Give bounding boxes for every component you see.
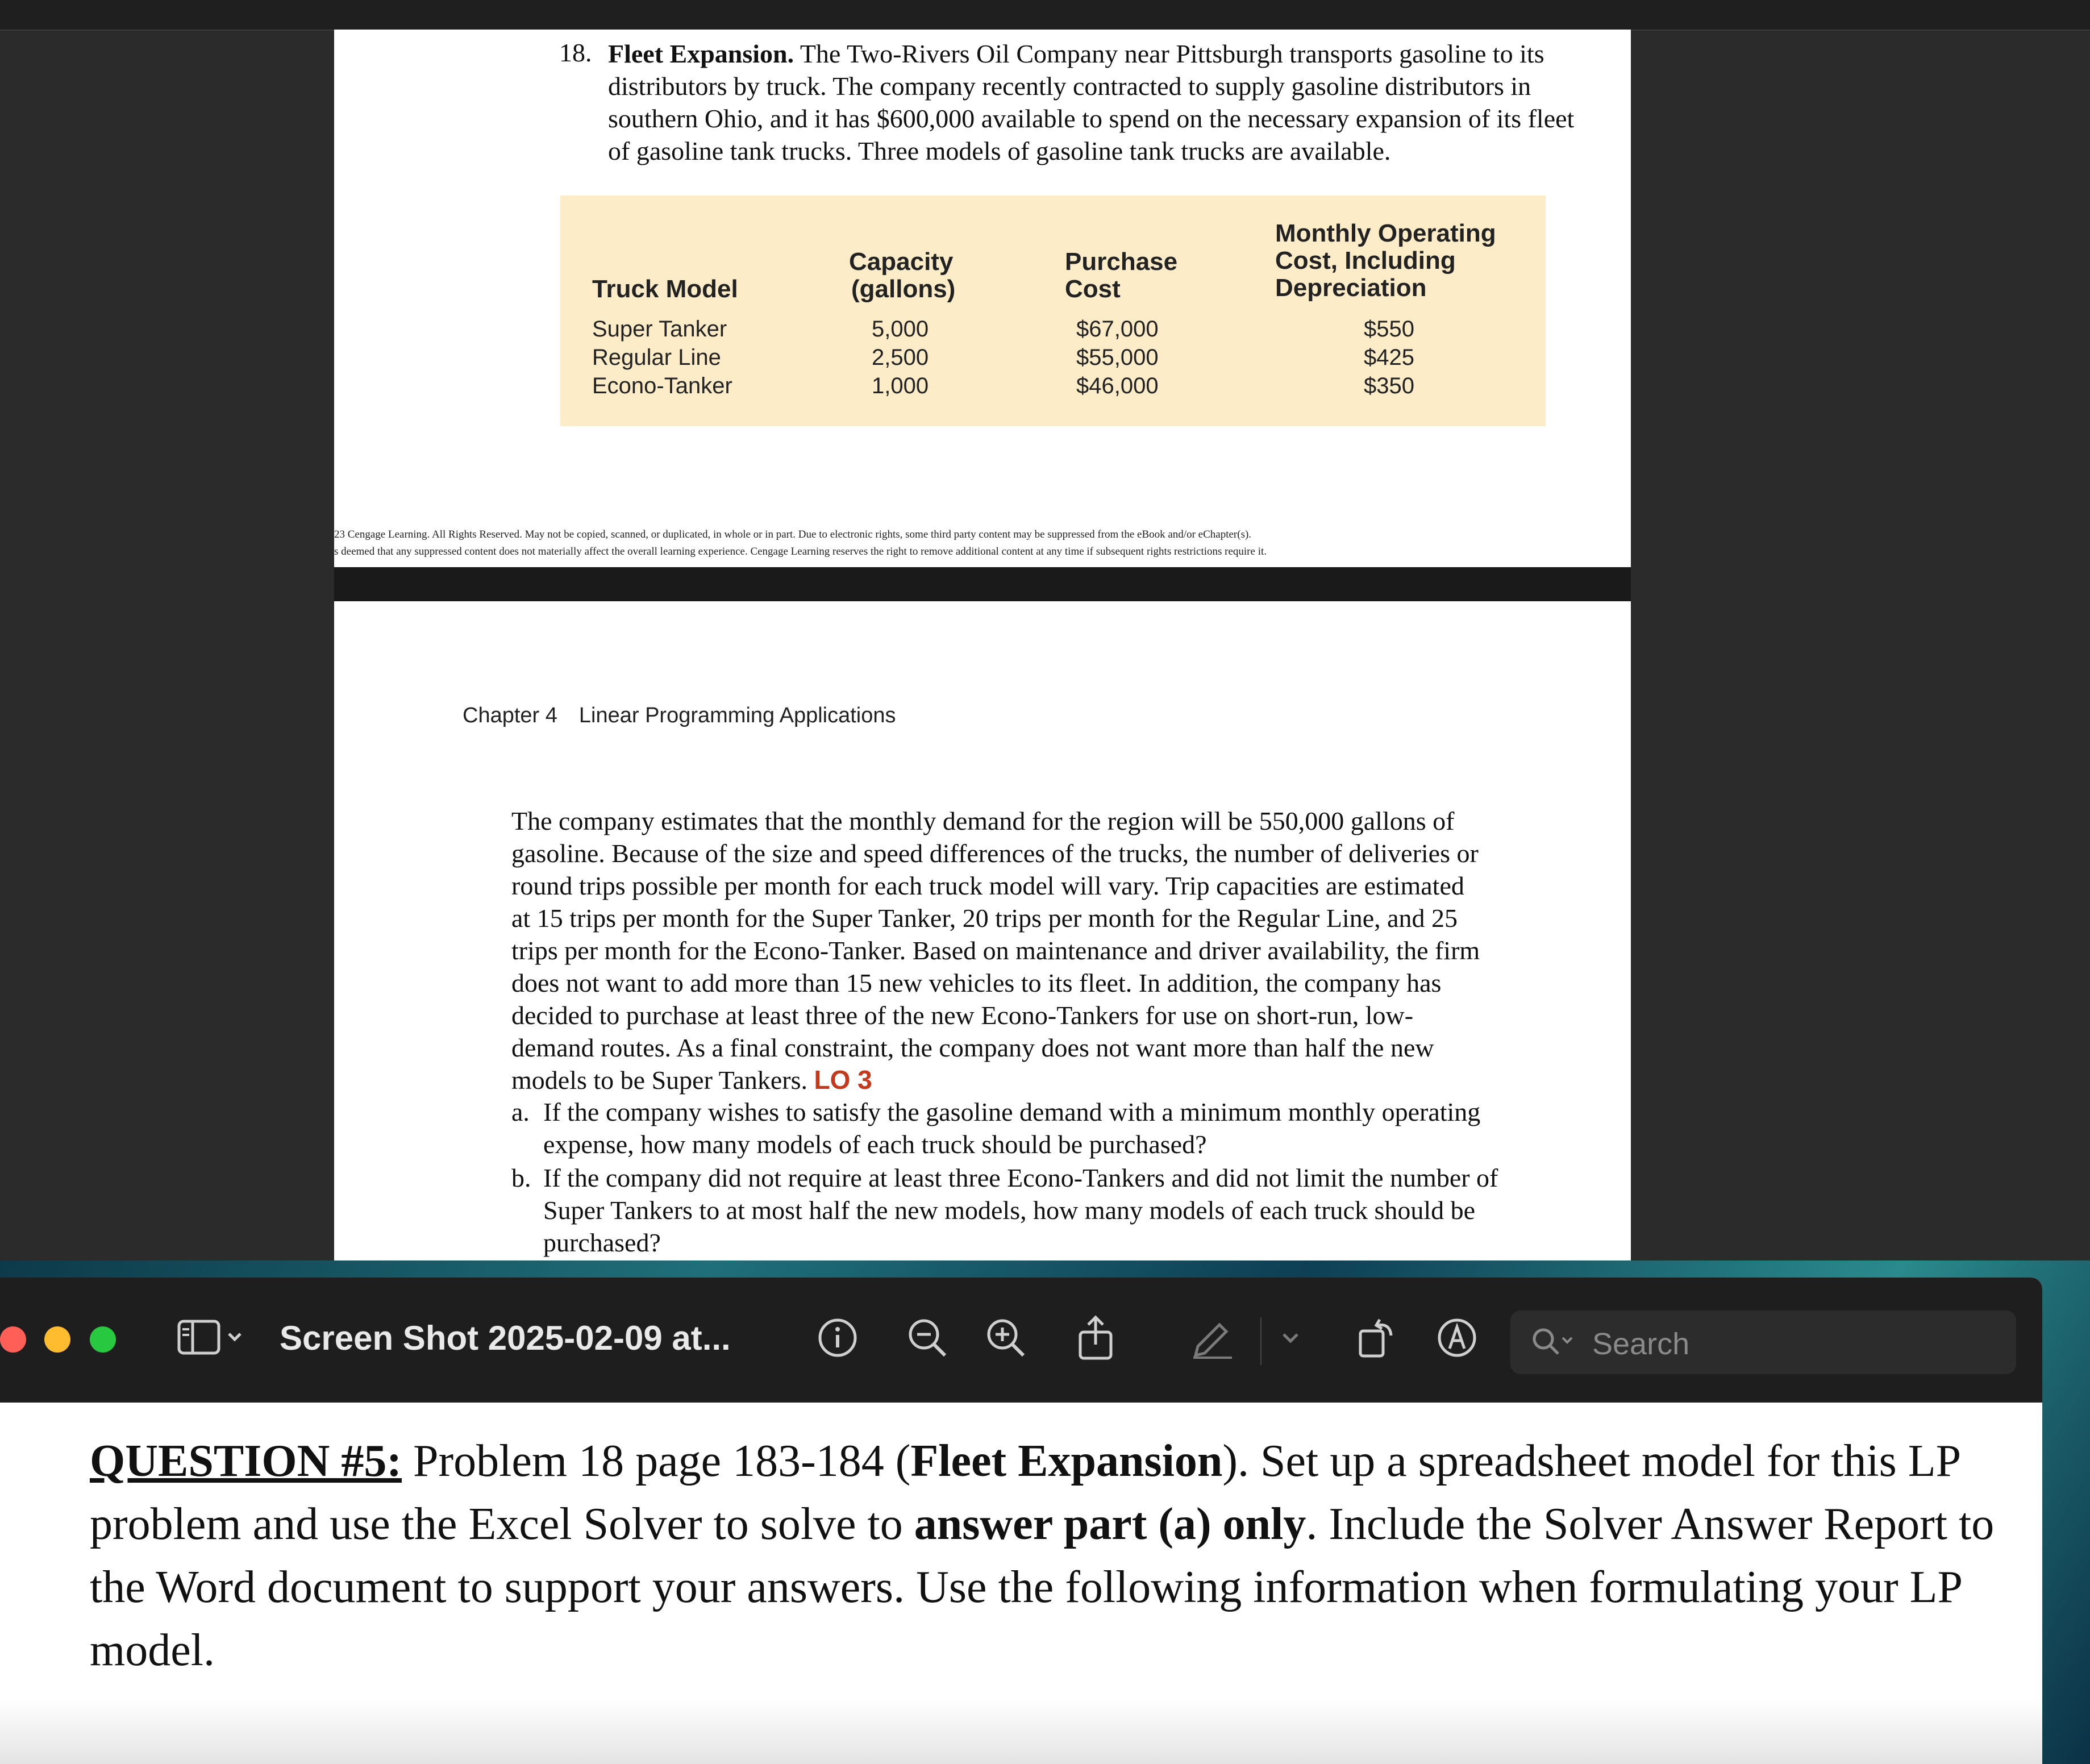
- window-title: Screen Shot 2025-02-09 at...: [280, 1319, 731, 1357]
- part-b-label: b.: [511, 1163, 531, 1192]
- search-placeholder: Search: [1592, 1327, 1690, 1361]
- header-operating-line2: Cost, Including: [1275, 247, 1456, 274]
- document-page-2: [334, 601, 1631, 1260]
- question-part-2: ). Set up a spreadsheet model for this LP problem and use the Excel Solver to solve to: [90, 1436, 1960, 1549]
- row3-purchase: $46,000: [1076, 373, 1159, 398]
- running-header: [463, 704, 918, 728]
- part-b: [334, 1162, 1631, 1260]
- zoom-in-icon: [985, 1317, 1027, 1359]
- rotate-button[interactable]: [1355, 1315, 1400, 1361]
- part-a-text: If the company wishes to satisfy the gasoline demand with a minimum monthly operating expense, how many models of each truck should be purchased?: [543, 1097, 1481, 1159]
- problem-paragraph: [608, 38, 1597, 167]
- zoom-out-icon: [906, 1317, 948, 1359]
- problem-body: The company estimates that the monthly demand for the region will be 550,000 gallons of gasoline. Because of the size and speed differences of the trucks, the number of deliveries or round trips possible per month for each truck model will vary. Trip capacities are estimated at 15 trips per month for the Super Tanker, 20 trips per month for the Regular Line, and 25 trips per month for the Econo-Tanker. Based on maintenance and driver availability, the firm does not want to add more than 15 new vehicles to its fleet. In addition, the company has decided to purchase at least three of the new Econo-Tankers for use on short-run, low-demand routes. As a final constraint, the company does not want more than half the new models to be Super Tankers.: [511, 806, 1480, 1095]
- header-operating-line1: Monthly Operating: [1275, 219, 1496, 247]
- truck-models-table: [560, 195, 1546, 426]
- row2-purchase: $55,000: [1076, 345, 1159, 370]
- window-bottom-edge: [0, 1698, 2042, 1764]
- sidebar-icon: [177, 1318, 245, 1358]
- header-truck-model: Truck Model: [592, 275, 738, 303]
- part-a: [334, 1096, 1631, 1164]
- top-window-bar: [0, 0, 2090, 31]
- copyright-line-2: s deemed that any suppressed content does not materially affect the overall learning experience. Cengage Learning reserves the right to remove additional content at any time if subsequent rights restrictions require it.: [334, 546, 1267, 558]
- share-icon: [1075, 1315, 1117, 1361]
- chevron-down-icon: [1279, 1326, 1302, 1349]
- row3-model: Econo-Tanker: [592, 373, 732, 398]
- row1-capacity: 5,000: [872, 317, 929, 342]
- row2-operating: $425: [1364, 345, 1414, 370]
- row2-capacity: 2,500: [872, 345, 929, 370]
- header-purchase-line2: Cost: [1065, 275, 1121, 303]
- copyright-notice: [334, 526, 1631, 560]
- page-separator: [334, 567, 1631, 601]
- row3-capacity: 1,000: [872, 373, 929, 398]
- markup-button[interactable]: [1190, 1315, 1235, 1361]
- header-purchase-line1: Purchase: [1065, 248, 1178, 276]
- minimize-window-button[interactable]: [44, 1326, 70, 1353]
- zoom-window-button[interactable]: [90, 1326, 116, 1353]
- preview-window: [0, 1278, 2042, 1764]
- pen-icon: [1190, 1317, 1235, 1359]
- share-button[interactable]: [1073, 1315, 1118, 1361]
- question-part-3: . Include the Solver Answer Report to the Word document to support your answers. Use the following information when formulating your LP model.: [90, 1499, 1995, 1675]
- sidebar-toggle-button[interactable]: [174, 1315, 248, 1361]
- search-icon: [1530, 1325, 1581, 1359]
- question-text: [90, 1430, 2010, 1682]
- info-icon: [817, 1317, 859, 1359]
- chapter-label: Chapter 4: [463, 704, 557, 727]
- part-a-label: a.: [511, 1097, 530, 1126]
- close-window-button[interactable]: [0, 1326, 26, 1353]
- row1-operating: $550: [1364, 317, 1414, 342]
- question-label: QUESTION #5:: [90, 1436, 402, 1486]
- zoom-out-button[interactable]: [905, 1315, 950, 1361]
- copyright-line-1: 23 Cengage Learning. All Rights Reserved. May not be copied, scanned, or duplicated, in whole or in part. Due to electronic rights, some third party content may be suppressed from the eBook and/or eChapter(s).: [334, 529, 1252, 540]
- window-toolbar: [0, 1278, 2042, 1403]
- row1-purchase: $67,000: [1076, 317, 1159, 342]
- question-bold-title: Fleet Expansion: [910, 1436, 1223, 1486]
- row2-model: Regular Line: [592, 345, 721, 370]
- zoom-in-button[interactable]: [983, 1315, 1029, 1361]
- markup-menu-button[interactable]: [1271, 1315, 1310, 1361]
- problem-title: Fleet Expansion.: [608, 39, 794, 68]
- toolbar-divider: [1260, 1317, 1262, 1365]
- header-capacity-line2: (gallons): [851, 275, 956, 303]
- chapter-title: Linear Programming Applications: [578, 704, 896, 727]
- problem-text: The Two-Rivers Oil Company near Pittsburgh transports gasoline to its distributors by truck. The company recently contracted to supply gasoline distributors in southern Ohio, and it has $600,000 available to spend on the necessary expansion of its fleet of gasoline tank trucks. Three models of gasoline tank trucks are available.: [608, 39, 1575, 165]
- lo-tag: LO 3: [814, 1065, 872, 1095]
- part-b-text: If the company did not require at least three Econo-Tankers and did not limit the number of Super Tankers to at most half the new models, how many models of each truck should be purchased?: [543, 1163, 1498, 1257]
- annotate-button[interactable]: [1434, 1315, 1480, 1361]
- question-bold-instruction: answer part (a) only: [914, 1499, 1306, 1549]
- question-part-1: Problem 18 page 183-184 (: [401, 1436, 911, 1486]
- markup-circle-icon: [1436, 1317, 1478, 1359]
- problem-continuation: [511, 805, 1489, 1096]
- problem-number: 18.: [559, 38, 592, 67]
- row1-model: Super Tanker: [592, 317, 727, 342]
- header-capacity-line1: Capacity: [849, 248, 954, 276]
- document-page-1: [334, 30, 1631, 567]
- row3-operating: $350: [1364, 373, 1414, 398]
- rotate-icon: [1355, 1315, 1400, 1361]
- info-button[interactable]: [815, 1315, 860, 1361]
- search-field[interactable]: [1510, 1310, 2016, 1374]
- header-operating-line3: Depreciation: [1275, 274, 1427, 302]
